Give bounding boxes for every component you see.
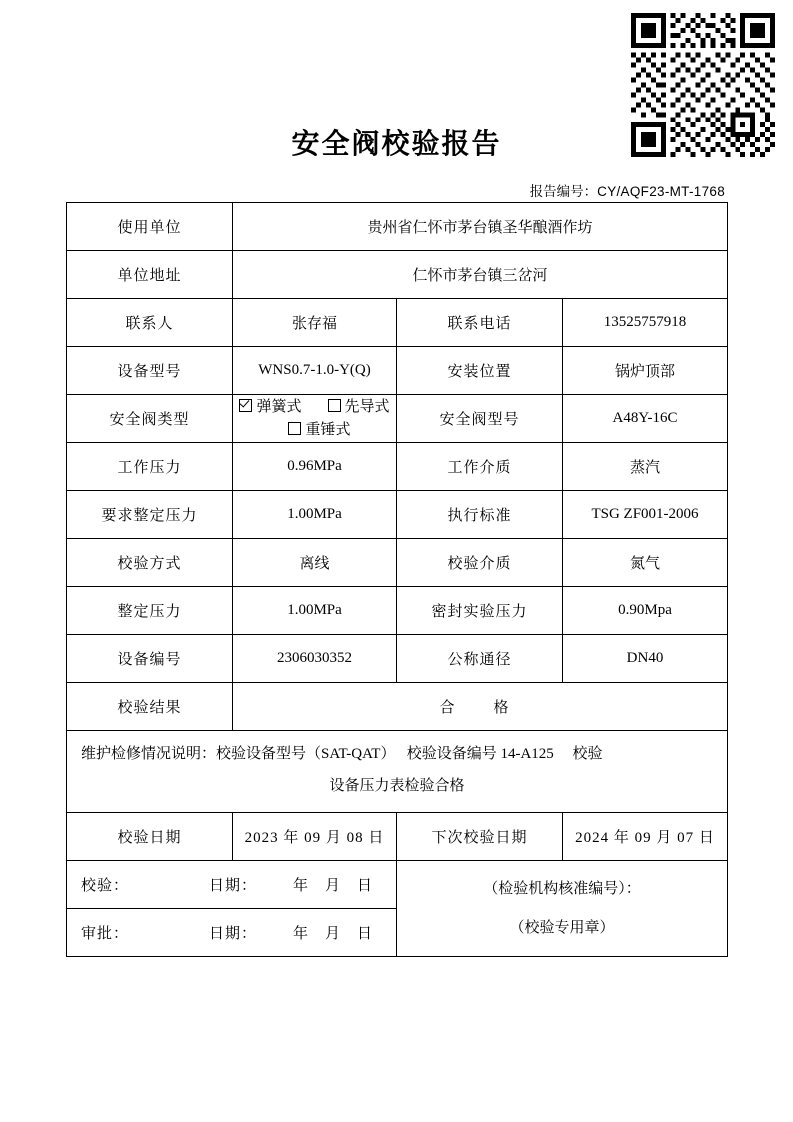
maintenance-notes-line1: 维护检修情况说明：校验设备型号（SAT-QAT） 校验设备编号 14-A125 校验 — [81, 746, 603, 762]
install-position-label: 安装位置 — [397, 347, 563, 395]
required-set-pressure-value: 1.00MPa — [233, 491, 397, 539]
nominal-diameter-label: 公称通径 — [397, 635, 563, 683]
contact-value: 张存福 — [233, 299, 397, 347]
result-label: 校验结果 — [67, 683, 233, 731]
check-date-value: 2023 年 09 月 08 日 — [233, 813, 397, 861]
unit-value: 贵州省仁怀市茅台镇圣华酿酒作坊 — [233, 203, 728, 251]
report-number — [0, 180, 793, 200]
signature-approve-row — [67, 909, 397, 957]
check-method-label: 校验方式 — [67, 539, 233, 587]
report-number-value: CY/AQF23-MT-1768 — [597, 184, 725, 199]
valve-type-option-weight-label: 重锤式 — [305, 421, 351, 438]
medium-label: 工作介质 — [397, 443, 563, 491]
next-check-date-value: 2024 年 09 月 07 日 — [563, 813, 728, 861]
check-method-value: 离线 — [233, 539, 397, 587]
valve-type-options — [233, 395, 397, 443]
phone-value: 13525757918 — [563, 299, 728, 347]
check-medium-value: 氮气 — [563, 539, 728, 587]
valve-type-option-pilot-label: 先导式 — [344, 399, 390, 415]
signature-approve-ymd: 年 月 日 — [293, 926, 374, 942]
signature-check-date-label: 日期： — [209, 878, 258, 894]
standard-value: TSG ZF001-2006 — [563, 491, 728, 539]
maintenance-notes-line2: 设备压力表检验合格 — [329, 777, 465, 794]
table-row — [67, 203, 728, 251]
report-table — [66, 202, 728, 957]
unit-label: 使用单位 — [67, 203, 233, 251]
table-row — [67, 731, 728, 813]
valve-type-option-pilot[interactable] — [328, 396, 390, 419]
valve-type-option-weight[interactable] — [288, 419, 350, 442]
seal-line2: （校验专用章） — [509, 919, 615, 936]
seal-line1: （检验机构核准编号）： — [483, 880, 641, 897]
result-value: 合 格 — [233, 683, 728, 731]
valve-type-option-spring-label: 弹簧式 — [256, 399, 302, 415]
page-title: 安全阀校验报告 — [291, 129, 502, 160]
valve-type-option-spring[interactable] — [239, 396, 301, 419]
signature-check-label: 校验： — [81, 878, 130, 894]
check-date-label: 校验日期 — [67, 813, 233, 861]
table-row — [67, 813, 728, 861]
check-medium-label: 校验介质 — [397, 539, 563, 587]
maintenance-notes — [67, 731, 728, 813]
signature-check-ymd: 年 月 日 — [293, 878, 374, 894]
seal-test-pressure-label: 密封实验压力 — [397, 587, 563, 635]
table-row — [67, 861, 728, 909]
model-value: WNS0.7-1.0-Y(Q) — [233, 347, 397, 395]
seal-area — [397, 861, 728, 957]
valve-type-label: 安全阀类型 — [67, 395, 233, 443]
checkbox-icon[interactable] — [288, 422, 301, 435]
standard-label: 执行标准 — [397, 491, 563, 539]
valve-model-label: 安全阀型号 — [397, 395, 563, 443]
phone-label: 联系电话 — [397, 299, 563, 347]
signature-approve-label: 审批： — [81, 926, 130, 942]
seal-test-pressure-value: 0.90Mpa — [563, 587, 728, 635]
table-row — [67, 347, 728, 395]
install-position-value: 锅炉顶部 — [563, 347, 728, 395]
work-pressure-label: 工作压力 — [67, 443, 233, 491]
contact-label: 联系人 — [67, 299, 233, 347]
address-value: 仁怀市茅台镇三岔河 — [233, 251, 728, 299]
work-pressure-value: 0.96MPa — [233, 443, 397, 491]
table-row — [67, 539, 728, 587]
table-row — [67, 395, 728, 443]
table-row — [67, 587, 728, 635]
set-pressure-label: 整定压力 — [67, 587, 233, 635]
checkbox-checked-icon[interactable] — [239, 399, 252, 412]
medium-value: 蒸汽 — [563, 443, 728, 491]
model-label: 设备型号 — [67, 347, 233, 395]
table-row — [67, 491, 728, 539]
valve-model-value: A48Y-16C — [563, 395, 728, 443]
signature-check-row — [67, 861, 397, 909]
next-check-date-label: 下次校验日期 — [397, 813, 563, 861]
device-no-label: 设备编号 — [67, 635, 233, 683]
signature-approve-date-label: 日期： — [209, 926, 258, 942]
required-set-pressure-label: 要求整定压力 — [67, 491, 233, 539]
set-pressure-value: 1.00MPa — [233, 587, 397, 635]
device-no-value: 2306030352 — [233, 635, 397, 683]
table-row — [67, 251, 728, 299]
checkbox-icon[interactable] — [328, 399, 341, 412]
table-row — [67, 683, 728, 731]
table-row — [67, 299, 728, 347]
table-row — [67, 635, 728, 683]
nominal-diameter-value: DN40 — [563, 635, 728, 683]
table-row — [67, 443, 728, 491]
report-number-label: 报告编号： — [529, 184, 598, 199]
address-label: 单位地址 — [67, 251, 233, 299]
